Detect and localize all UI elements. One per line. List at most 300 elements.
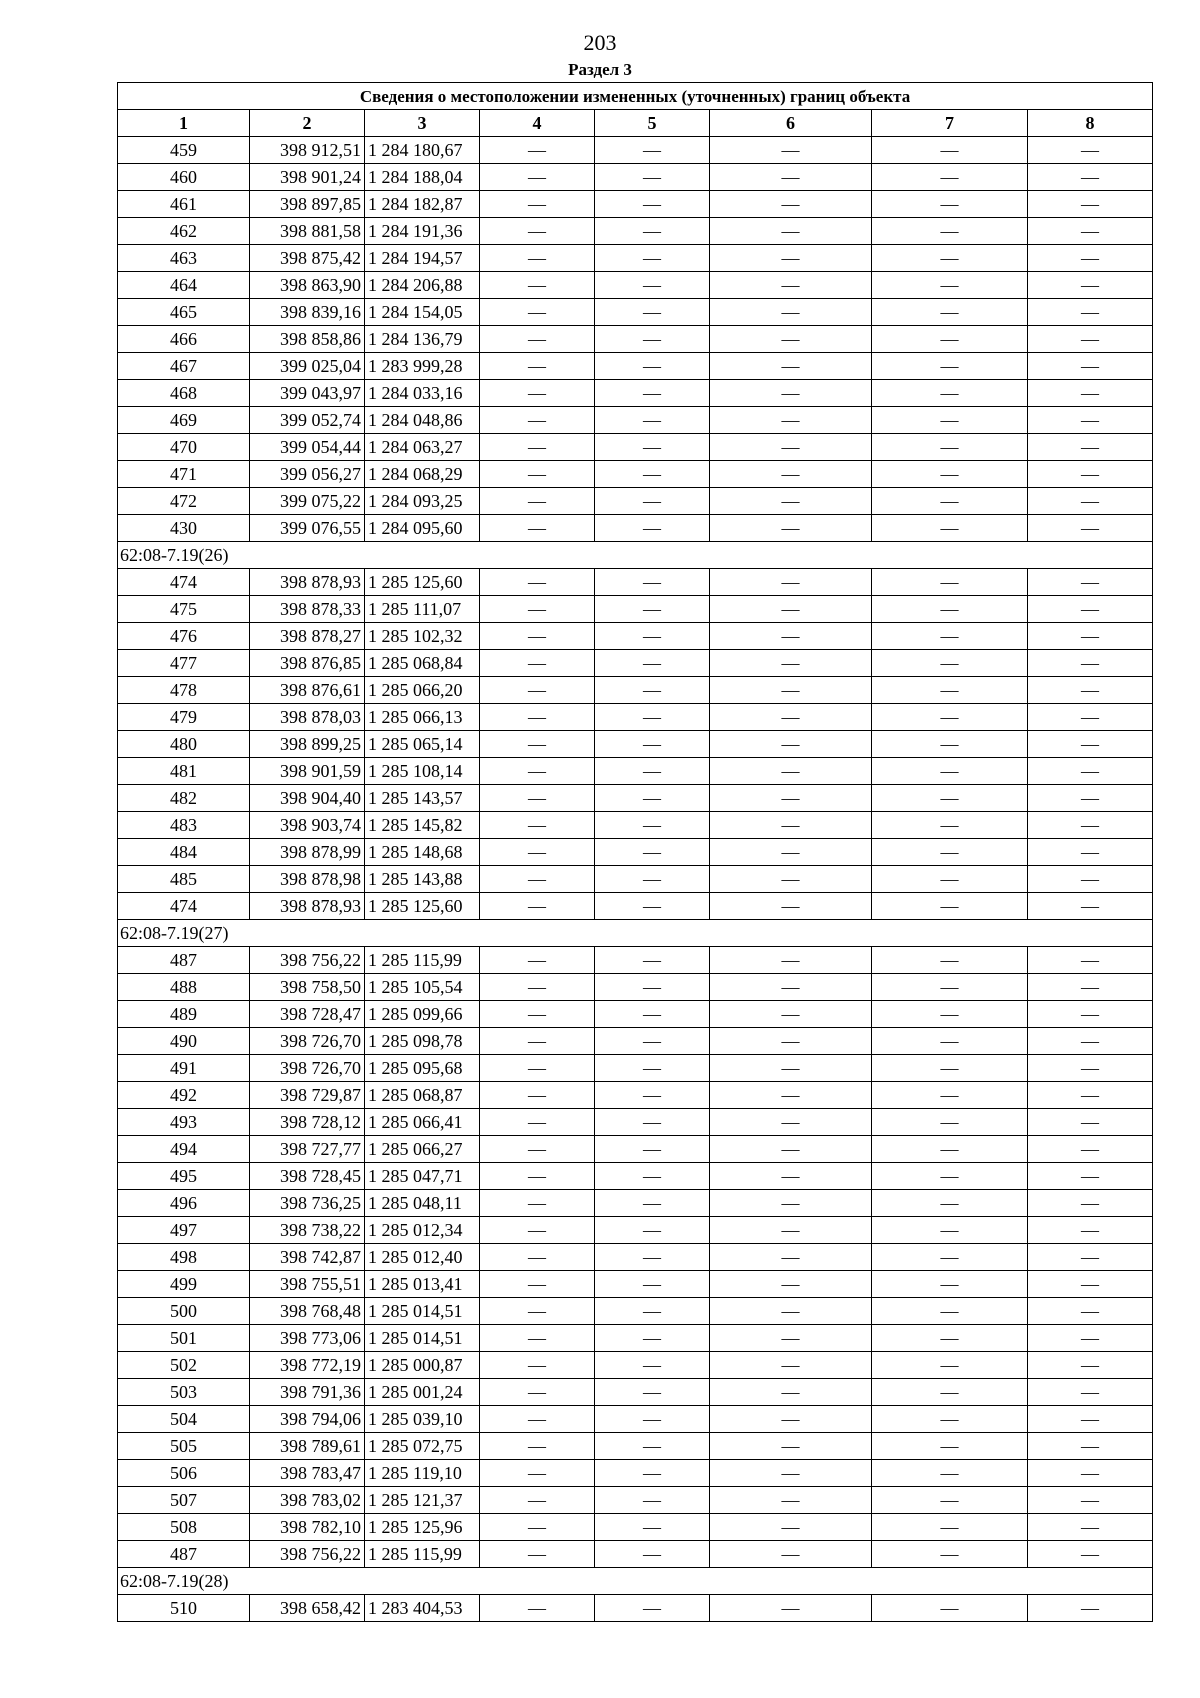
empty-value-dash: — — [710, 677, 872, 704]
empty-value-dash: — — [480, 1406, 595, 1433]
empty-value-dash: — — [1028, 1298, 1153, 1325]
empty-value-dash: — — [872, 866, 1028, 893]
coord-x: 398 876,61 — [250, 677, 365, 704]
coord-y: 1 285 108,14 — [365, 758, 480, 785]
empty-value-dash: — — [595, 1541, 710, 1568]
point-number: 504 — [118, 1406, 250, 1433]
empty-value-dash: — — [595, 191, 710, 218]
point-number: 464 — [118, 272, 250, 299]
point-number: 482 — [118, 785, 250, 812]
coord-y: 1 284 136,79 — [365, 326, 480, 353]
coord-y: 1 284 191,36 — [365, 218, 480, 245]
point-number: 502 — [118, 1352, 250, 1379]
empty-value-dash: — — [872, 1487, 1028, 1514]
empty-value-dash: — — [480, 569, 595, 596]
coord-x: 399 075,22 — [250, 488, 365, 515]
point-number: 462 — [118, 218, 250, 245]
table-row — [118, 1406, 1153, 1433]
empty-value-dash: — — [872, 650, 1028, 677]
empty-value-dash: — — [710, 1433, 872, 1460]
empty-value-dash: — — [595, 1001, 710, 1028]
point-number: 466 — [118, 326, 250, 353]
coord-x: 398 903,74 — [250, 812, 365, 839]
empty-value-dash: — — [872, 380, 1028, 407]
coord-x: 398 876,85 — [250, 650, 365, 677]
table-caption-row — [118, 83, 1153, 110]
empty-value-dash: — — [872, 569, 1028, 596]
empty-value-dash: — — [1028, 353, 1153, 380]
coord-x: 399 076,55 — [250, 515, 365, 542]
group-label: 62:08-7.19(26) — [118, 542, 1153, 569]
table-row — [118, 1136, 1153, 1163]
point-number: 474 — [118, 569, 250, 596]
empty-value-dash: — — [595, 1163, 710, 1190]
empty-value-dash: — — [595, 1136, 710, 1163]
empty-value-dash: — — [1028, 488, 1153, 515]
empty-value-dash: — — [872, 1217, 1028, 1244]
table-row — [118, 704, 1153, 731]
empty-value-dash: — — [595, 1055, 710, 1082]
empty-value-dash: — — [872, 704, 1028, 731]
boundary-coordinates-table — [117, 82, 1153, 1622]
empty-value-dash: — — [1028, 1163, 1153, 1190]
point-number: 467 — [118, 353, 250, 380]
coord-x: 398 878,33 — [250, 596, 365, 623]
coord-x: 398 912,51 — [250, 137, 365, 164]
empty-value-dash: — — [872, 812, 1028, 839]
empty-value-dash: — — [872, 1460, 1028, 1487]
empty-value-dash: — — [480, 704, 595, 731]
empty-value-dash: — — [872, 1082, 1028, 1109]
empty-value-dash: — — [872, 623, 1028, 650]
coord-y: 1 284 095,60 — [365, 515, 480, 542]
empty-value-dash: — — [710, 1271, 872, 1298]
table-row — [118, 434, 1153, 461]
empty-value-dash: — — [595, 272, 710, 299]
empty-value-dash: — — [595, 488, 710, 515]
coord-x: 398 858,86 — [250, 326, 365, 353]
table-row — [118, 1541, 1153, 1568]
empty-value-dash: — — [710, 623, 872, 650]
empty-value-dash: — — [872, 218, 1028, 245]
empty-value-dash: — — [1028, 1217, 1153, 1244]
point-number: 500 — [118, 1298, 250, 1325]
point-number: 503 — [118, 1379, 250, 1406]
empty-value-dash: — — [1028, 1352, 1153, 1379]
empty-value-dash: — — [1028, 515, 1153, 542]
empty-value-dash: — — [710, 1298, 872, 1325]
table-row — [118, 218, 1153, 245]
point-number: 468 — [118, 380, 250, 407]
table-row — [118, 785, 1153, 812]
empty-value-dash: — — [872, 1433, 1028, 1460]
coord-x: 398 878,03 — [250, 704, 365, 731]
empty-value-dash: — — [1028, 1028, 1153, 1055]
table-row — [118, 272, 1153, 299]
empty-value-dash: — — [710, 569, 872, 596]
empty-value-dash: — — [1028, 1595, 1153, 1622]
empty-value-dash: — — [595, 1487, 710, 1514]
table-row — [118, 596, 1153, 623]
empty-value-dash: — — [872, 1244, 1028, 1271]
empty-value-dash: — — [872, 1406, 1028, 1433]
coord-x: 398 728,47 — [250, 1001, 365, 1028]
coord-y: 1 285 047,71 — [365, 1163, 480, 1190]
empty-value-dash: — — [710, 1163, 872, 1190]
coord-y: 1 284 068,29 — [365, 461, 480, 488]
point-number: 469 — [118, 407, 250, 434]
empty-value-dash: — — [1028, 623, 1153, 650]
empty-value-dash: — — [872, 461, 1028, 488]
column-header-row — [118, 110, 1153, 137]
empty-value-dash: — — [595, 1514, 710, 1541]
coord-x: 398 878,27 — [250, 623, 365, 650]
empty-value-dash: — — [872, 1379, 1028, 1406]
point-number: 492 — [118, 1082, 250, 1109]
empty-value-dash: — — [872, 1514, 1028, 1541]
empty-value-dash: — — [595, 893, 710, 920]
table-row — [118, 1460, 1153, 1487]
coord-y: 1 285 001,24 — [365, 1379, 480, 1406]
empty-value-dash: — — [1028, 677, 1153, 704]
empty-value-dash: — — [872, 1352, 1028, 1379]
empty-value-dash: — — [872, 1136, 1028, 1163]
coord-x: 398 791,36 — [250, 1379, 365, 1406]
coord-x: 398 863,90 — [250, 272, 365, 299]
empty-value-dash: — — [595, 569, 710, 596]
point-number: 506 — [118, 1460, 250, 1487]
empty-value-dash: — — [1028, 407, 1153, 434]
empty-value-dash: — — [595, 1028, 710, 1055]
table-row — [118, 1109, 1153, 1136]
table-row — [118, 758, 1153, 785]
coord-x: 398 756,22 — [250, 947, 365, 974]
column-header: 7 — [872, 110, 1028, 137]
empty-value-dash: — — [480, 272, 595, 299]
empty-value-dash: — — [872, 245, 1028, 272]
empty-value-dash: — — [595, 1460, 710, 1487]
table-row — [118, 1001, 1153, 1028]
table-row — [118, 893, 1153, 920]
empty-value-dash: — — [710, 731, 872, 758]
empty-value-dash: — — [1028, 1379, 1153, 1406]
empty-value-dash: — — [595, 1244, 710, 1271]
empty-value-dash: — — [480, 1460, 595, 1487]
empty-value-dash: — — [595, 1217, 710, 1244]
coord-y: 1 285 115,99 — [365, 1541, 480, 1568]
empty-value-dash: — — [480, 1352, 595, 1379]
empty-value-dash: — — [1028, 1136, 1153, 1163]
coord-y: 1 284 188,04 — [365, 164, 480, 191]
coord-x: 398 878,93 — [250, 569, 365, 596]
table-row — [118, 731, 1153, 758]
empty-value-dash: — — [480, 299, 595, 326]
coord-y: 1 285 148,68 — [365, 839, 480, 866]
empty-value-dash: — — [480, 1028, 595, 1055]
empty-value-dash: — — [595, 407, 710, 434]
table-row — [118, 407, 1153, 434]
empty-value-dash: — — [710, 434, 872, 461]
point-number: 461 — [118, 191, 250, 218]
empty-value-dash: — — [710, 326, 872, 353]
empty-value-dash: — — [480, 1514, 595, 1541]
coord-y: 1 285 066,27 — [365, 1136, 480, 1163]
empty-value-dash: — — [595, 1406, 710, 1433]
empty-value-dash: — — [595, 974, 710, 1001]
empty-value-dash: — — [480, 947, 595, 974]
table-row — [118, 866, 1153, 893]
empty-value-dash: — — [1028, 218, 1153, 245]
empty-value-dash: — — [872, 785, 1028, 812]
point-number: 497 — [118, 1217, 250, 1244]
coord-x: 398 789,61 — [250, 1433, 365, 1460]
column-header: 1 — [118, 110, 250, 137]
empty-value-dash: — — [480, 1379, 595, 1406]
coord-x: 398 901,24 — [250, 164, 365, 191]
empty-value-dash: — — [710, 272, 872, 299]
empty-value-dash: — — [710, 488, 872, 515]
empty-value-dash: — — [480, 407, 595, 434]
point-number: 490 — [118, 1028, 250, 1055]
coord-x: 399 052,74 — [250, 407, 365, 434]
table-row — [118, 1082, 1153, 1109]
empty-value-dash: — — [872, 353, 1028, 380]
empty-value-dash: — — [480, 758, 595, 785]
point-number: 463 — [118, 245, 250, 272]
coord-y: 1 285 125,60 — [365, 893, 480, 920]
empty-value-dash: — — [480, 1190, 595, 1217]
empty-value-dash: — — [480, 623, 595, 650]
coord-y: 1 285 068,87 — [365, 1082, 480, 1109]
coord-y: 1 285 105,54 — [365, 974, 480, 1001]
empty-value-dash: — — [480, 434, 595, 461]
point-number: 496 — [118, 1190, 250, 1217]
empty-value-dash: — — [1028, 1325, 1153, 1352]
coord-y: 1 285 066,20 — [365, 677, 480, 704]
empty-value-dash: — — [595, 812, 710, 839]
coord-x: 398 758,50 — [250, 974, 365, 1001]
table-row — [118, 1487, 1153, 1514]
empty-value-dash: — — [595, 839, 710, 866]
empty-value-dash: — — [1028, 839, 1153, 866]
coord-y: 1 285 115,99 — [365, 947, 480, 974]
point-number: 488 — [118, 974, 250, 1001]
empty-value-dash: — — [1028, 1109, 1153, 1136]
empty-value-dash: — — [480, 677, 595, 704]
empty-value-dash: — — [710, 1541, 872, 1568]
empty-value-dash: — — [1028, 704, 1153, 731]
empty-value-dash: — — [710, 812, 872, 839]
point-number: 470 — [118, 434, 250, 461]
table-body — [118, 137, 1153, 1622]
empty-value-dash: — — [710, 839, 872, 866]
table-row — [118, 1352, 1153, 1379]
coord-y: 1 285 066,13 — [365, 704, 480, 731]
empty-value-dash: — — [710, 1595, 872, 1622]
point-number: 493 — [118, 1109, 250, 1136]
empty-value-dash: — — [710, 1055, 872, 1082]
empty-value-dash: — — [595, 1379, 710, 1406]
empty-value-dash: — — [710, 1082, 872, 1109]
empty-value-dash: — — [480, 1325, 595, 1352]
column-header: 8 — [1028, 110, 1153, 137]
table-row — [118, 677, 1153, 704]
table-row — [118, 569, 1153, 596]
empty-value-dash: — — [710, 650, 872, 677]
empty-value-dash: — — [872, 191, 1028, 218]
empty-value-dash: — — [480, 1163, 595, 1190]
empty-value-dash: — — [1028, 947, 1153, 974]
empty-value-dash: — — [595, 461, 710, 488]
empty-value-dash: — — [1028, 272, 1153, 299]
empty-value-dash: — — [872, 326, 1028, 353]
table-row — [118, 380, 1153, 407]
point-number: 494 — [118, 1136, 250, 1163]
coord-x: 398 782,10 — [250, 1514, 365, 1541]
empty-value-dash: — — [710, 1001, 872, 1028]
group-label: 62:08-7.19(28) — [118, 1568, 1153, 1595]
coord-y: 1 284 033,16 — [365, 380, 480, 407]
empty-value-dash: — — [872, 758, 1028, 785]
table-row — [118, 1298, 1153, 1325]
empty-value-dash: — — [1028, 785, 1153, 812]
coord-y: 1 284 206,88 — [365, 272, 480, 299]
empty-value-dash: — — [480, 1487, 595, 1514]
empty-value-dash: — — [480, 974, 595, 1001]
empty-value-dash: — — [595, 947, 710, 974]
coord-x: 398 878,98 — [250, 866, 365, 893]
point-number: 459 — [118, 137, 250, 164]
coord-x: 398 878,93 — [250, 893, 365, 920]
coord-x: 398 773,06 — [250, 1325, 365, 1352]
empty-value-dash: — — [595, 434, 710, 461]
empty-value-dash: — — [710, 164, 872, 191]
empty-value-dash: — — [480, 1244, 595, 1271]
empty-value-dash: — — [710, 785, 872, 812]
empty-value-dash: — — [595, 245, 710, 272]
empty-value-dash: — — [595, 515, 710, 542]
column-header: 3 — [365, 110, 480, 137]
empty-value-dash: — — [480, 650, 595, 677]
point-number: 487 — [118, 947, 250, 974]
coord-y: 1 283 404,53 — [365, 1595, 480, 1622]
empty-value-dash: — — [710, 353, 872, 380]
coord-y: 1 285 072,75 — [365, 1433, 480, 1460]
empty-value-dash: — — [595, 1082, 710, 1109]
coord-x: 398 728,45 — [250, 1163, 365, 1190]
empty-value-dash: — — [872, 731, 1028, 758]
empty-value-dash: — — [480, 353, 595, 380]
empty-value-dash: — — [872, 947, 1028, 974]
coord-x: 398 727,77 — [250, 1136, 365, 1163]
empty-value-dash: — — [872, 434, 1028, 461]
empty-value-dash: — — [710, 1244, 872, 1271]
point-number: 478 — [118, 677, 250, 704]
empty-value-dash: — — [595, 380, 710, 407]
point-number: 477 — [118, 650, 250, 677]
empty-value-dash: — — [480, 785, 595, 812]
empty-value-dash: — — [872, 1271, 1028, 1298]
coord-y: 1 284 182,87 — [365, 191, 480, 218]
coord-x: 398 878,99 — [250, 839, 365, 866]
coord-y: 1 285 143,88 — [365, 866, 480, 893]
coord-y: 1 284 093,25 — [365, 488, 480, 515]
coord-x: 398 901,59 — [250, 758, 365, 785]
point-number: 498 — [118, 1244, 250, 1271]
empty-value-dash: — — [710, 704, 872, 731]
coord-y: 1 285 111,07 — [365, 596, 480, 623]
empty-value-dash: — — [872, 1163, 1028, 1190]
point-number: 508 — [118, 1514, 250, 1541]
coord-y: 1 285 119,10 — [365, 1460, 480, 1487]
empty-value-dash: — — [480, 380, 595, 407]
column-header: 2 — [250, 110, 365, 137]
table-row — [118, 839, 1153, 866]
empty-value-dash: — — [872, 839, 1028, 866]
table-row — [118, 515, 1153, 542]
empty-value-dash: — — [710, 1136, 872, 1163]
empty-value-dash: — — [872, 1595, 1028, 1622]
empty-value-dash: — — [1028, 866, 1153, 893]
empty-value-dash: — — [480, 218, 595, 245]
section-title: Раздел 3 — [568, 60, 632, 79]
empty-value-dash: — — [710, 1028, 872, 1055]
table-caption: Сведения о местоположении измененных (уточненных) границ объекта — [118, 83, 1153, 110]
coord-x: 399 025,04 — [250, 353, 365, 380]
empty-value-dash: — — [872, 1298, 1028, 1325]
empty-value-dash: — — [872, 299, 1028, 326]
empty-value-dash: — — [480, 1595, 595, 1622]
empty-value-dash: — — [710, 299, 872, 326]
coord-x: 398 729,87 — [250, 1082, 365, 1109]
coord-y: 1 285 048,11 — [365, 1190, 480, 1217]
empty-value-dash: — — [1028, 731, 1153, 758]
table-row — [118, 461, 1153, 488]
empty-value-dash: — — [595, 353, 710, 380]
empty-value-dash: — — [710, 596, 872, 623]
empty-value-dash: — — [595, 137, 710, 164]
empty-value-dash: — — [872, 488, 1028, 515]
coord-y: 1 285 000,87 — [365, 1352, 480, 1379]
empty-value-dash: — — [872, 407, 1028, 434]
empty-value-dash: — — [595, 1595, 710, 1622]
empty-value-dash: — — [1028, 758, 1153, 785]
empty-value-dash: — — [872, 974, 1028, 1001]
coord-y: 1 285 014,51 — [365, 1298, 480, 1325]
empty-value-dash: — — [595, 1433, 710, 1460]
empty-value-dash: — — [1028, 326, 1153, 353]
table-row — [118, 1028, 1153, 1055]
empty-value-dash: — — [480, 245, 595, 272]
empty-value-dash: — — [1028, 299, 1153, 326]
empty-value-dash: — — [872, 1001, 1028, 1028]
empty-value-dash: — — [480, 893, 595, 920]
empty-value-dash: — — [710, 515, 872, 542]
table-row — [118, 245, 1153, 272]
coord-y: 1 284 048,86 — [365, 407, 480, 434]
point-number: 481 — [118, 758, 250, 785]
coord-x: 398 839,16 — [250, 299, 365, 326]
empty-value-dash: — — [1028, 434, 1153, 461]
table-row — [118, 299, 1153, 326]
coord-y: 1 285 125,96 — [365, 1514, 480, 1541]
table-row — [118, 1055, 1153, 1082]
empty-value-dash: — — [595, 326, 710, 353]
empty-value-dash: — — [595, 1271, 710, 1298]
empty-value-dash: — — [872, 596, 1028, 623]
empty-value-dash: — — [710, 1109, 872, 1136]
empty-value-dash: — — [1028, 893, 1153, 920]
